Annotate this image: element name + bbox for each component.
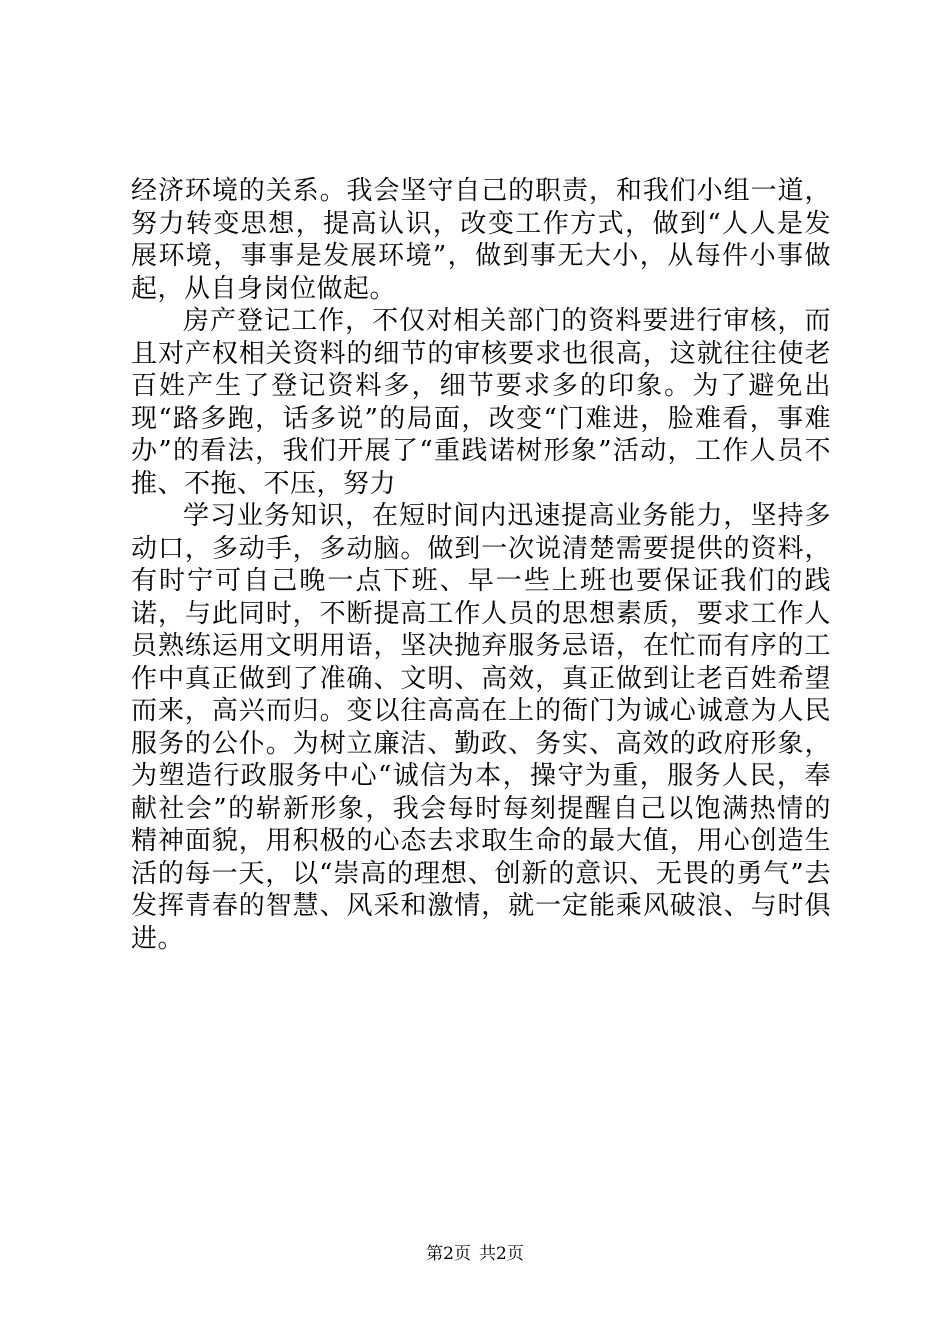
- page-total: 共2页: [479, 1244, 524, 1264]
- paragraph-1: 经济环境的关系。我会坚守自己的职责，和我们小组一道，努力转变思想，提高认识，改变工作方式，做到“人人是发展环境，事事是发展环境”，做到事无大小，从每件小事做起，从自身岗位做起。: [131, 176, 831, 304]
- paragraph-2: 房产登记工作，不仅对相关部门的资料要进行审核，而且对产权相关资料的细节的审核要求也很高，这就往往使老百姓产生了登记资料多，细节要求多的印象。为了避免出现“路多跑，话多说”的局面，改变“门难进，脸难看，事难办”的看法，我们开展了“重践诺树形象”活动，工作人员不推、不拖、不压，努力: [131, 306, 831, 499]
- document-body: [131, 175, 831, 955]
- page-footer: [0, 1243, 950, 1265]
- paragraph-3: 学习业务知识，在短时间内迅速提高业务能力，坚持多动口，多动手，多动脑。做到一次说清楚需要提供的资料，有时宁可自己晚一点下班、早一些上班也要保证我们的践诺，与此同时，不断提高工作人员的思想素质，要求工作人员熟练运用文明用语，坚决抛弃服务忌语，在忙而有序的工作中真正做到了准确、文明、高效，真正做到让老百姓希望而来，高兴而归。变以往高高在上的衙门为诚心诚意为人民服务的公仆。为树立廉洁、勤政、务实、高效的政府形象，为塑造行政服务中心“诚信为本，操守为重，服务人民，奉献社会”的崭新形象，我会每时每刻提醒自己以饱满热情的精神面貌，用积极的心态去求取生命的最大值，用心创造生活的每一天，以“崇高的理想、创新的意识、无畏的勇气”去发挥青春的智慧、风采和激情，就一定能乘风破浪、与时俱进。: [131, 501, 831, 954]
- page-number: 第2页: [426, 1244, 471, 1264]
